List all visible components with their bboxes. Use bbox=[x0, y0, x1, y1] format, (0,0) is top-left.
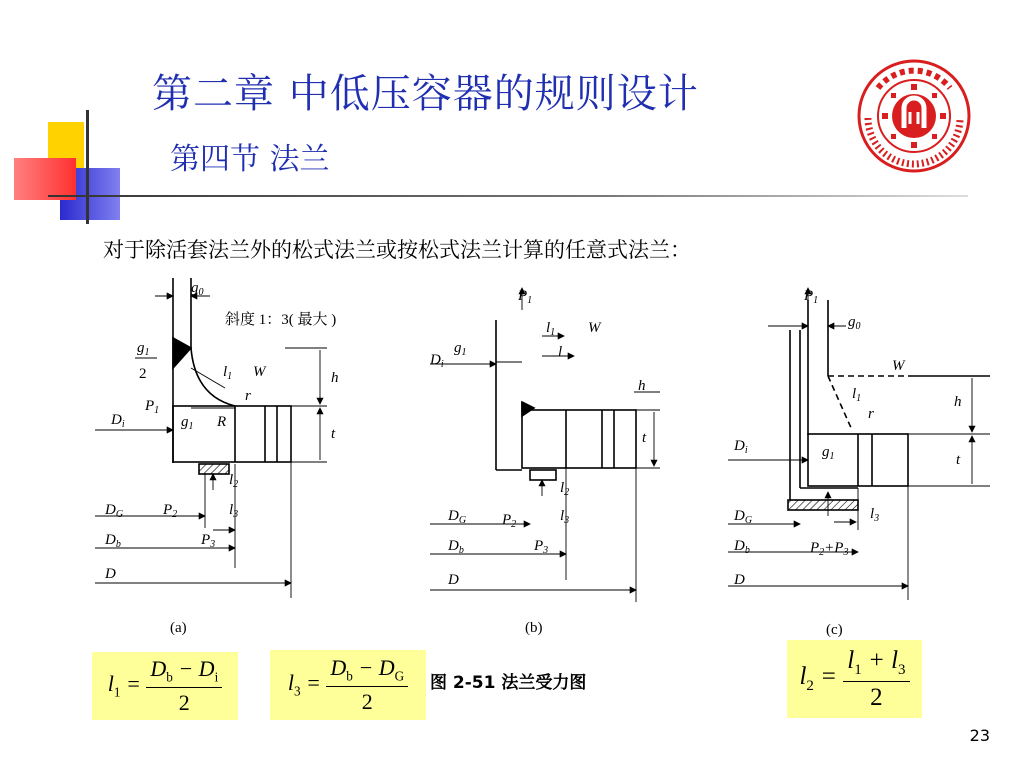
page-title: 第二章 中低压容器的规则设计 bbox=[152, 71, 699, 117]
svg-text:P2: $P_2$ bbox=[502, 512, 517, 530]
intro-text: 对于除活套法兰外的松式法兰或按松式法兰计算的任意式法兰： bbox=[103, 238, 691, 262]
svg-text:P3: $P_3$ bbox=[534, 538, 549, 556]
svg-text:l3: $l_3$ bbox=[870, 506, 880, 524]
svg-text:斜度 1：3( 最大 ): 斜度 1：3( 最大 ) bbox=[225, 312, 337, 328]
decor-horizontal-line bbox=[48, 195, 968, 197]
svg-text:h: h bbox=[954, 394, 962, 410]
svg-text:t: t bbox=[956, 452, 961, 468]
svg-text:P3: $P_3$ bbox=[201, 532, 216, 550]
svg-text:l: l bbox=[558, 344, 563, 360]
svg-text:g0: $g_0$ bbox=[848, 314, 861, 332]
figure-caption: 图 2-51 法兰受力图 bbox=[430, 673, 587, 693]
svg-text:l2: $l_2$ bbox=[229, 472, 239, 490]
decor-red-block bbox=[14, 158, 76, 200]
formula-l2 bbox=[787, 640, 922, 718]
svg-text:DG: $D_G$ bbox=[448, 508, 467, 526]
formula-l1-lhs: $l_1$ = bbox=[107, 671, 147, 700]
svg-text:g1: $g_1$ bbox=[454, 340, 467, 358]
page-number: 23 bbox=[969, 726, 990, 745]
svg-text:Di: $D_i$ bbox=[430, 352, 444, 370]
svg-text:Db: $D_b$ bbox=[734, 538, 750, 556]
svg-text:W: W bbox=[253, 364, 266, 380]
svg-text:l1: $l_1$ bbox=[852, 386, 862, 404]
svg-text:R: R bbox=[217, 414, 227, 430]
svg-text:P1: $P_1$ bbox=[145, 398, 160, 416]
flange-diagram-c bbox=[728, 280, 990, 610]
svg-text:Db: $D_b$ bbox=[448, 538, 464, 556]
svg-text:P1: $P_1$ bbox=[804, 288, 819, 306]
svg-text:D: D bbox=[734, 572, 745, 588]
formula-l3 bbox=[270, 650, 426, 720]
svg-text:g1: $g_1$ bbox=[181, 414, 194, 432]
svg-text:h: h bbox=[638, 378, 646, 394]
svg-text:Di: $D_i$ bbox=[111, 412, 125, 430]
svg-text:l1: $l_1$ bbox=[546, 320, 556, 338]
flange-diagram-a bbox=[95, 278, 395, 608]
svg-text:P2+P3: $P_2+P_3$ bbox=[810, 540, 849, 558]
svg-text:t: t bbox=[642, 430, 647, 446]
formula-l2-lhs: $l_2$ = bbox=[799, 663, 844, 694]
svg-text:W: W bbox=[588, 320, 601, 336]
formula-l3-fraction: $\frac{D_b - D_G}{2}$ bbox=[326, 655, 408, 715]
svg-text:l1: $l_1$ bbox=[223, 364, 233, 382]
panel-label-c: (c) bbox=[826, 622, 843, 638]
svg-text:r: r bbox=[868, 406, 874, 422]
svg-text:g1: $g_1$ bbox=[137, 340, 150, 358]
svg-text:W: W bbox=[892, 358, 905, 374]
flange-diagram-b bbox=[430, 280, 660, 610]
decor-blocks bbox=[0, 100, 160, 230]
svg-text:t: t bbox=[331, 426, 336, 442]
svg-text:g1: $g_1$ bbox=[822, 444, 835, 462]
svg-text:Di: $D_i$ bbox=[734, 438, 748, 456]
formula-l2-fraction: $\frac{l_1 + l_3}{2}$ bbox=[843, 647, 909, 712]
panel-label-b: (b) bbox=[525, 620, 543, 636]
svg-text:g0: $g_0$ bbox=[191, 280, 204, 298]
formula-l3-lhs: $l_3$ = bbox=[287, 670, 327, 699]
svg-text:l3: $l_3$ bbox=[560, 508, 570, 526]
formula-l1-fraction: $\frac{D_b - D_i}{2}$ bbox=[146, 656, 222, 716]
panel-label-a: (a) bbox=[170, 620, 187, 636]
formula-l1 bbox=[92, 652, 238, 720]
svg-text:P2: $P_2$ bbox=[163, 502, 178, 520]
decor-vertical-line bbox=[86, 110, 89, 224]
university-seal-icon bbox=[856, 58, 972, 174]
svg-text:l2: $l_2$ bbox=[560, 480, 570, 498]
svg-text:2: 2 bbox=[139, 366, 147, 382]
section-subtitle: 第四节 法兰 bbox=[170, 142, 330, 177]
svg-text:D: D bbox=[105, 566, 116, 582]
svg-text:DG: $D_G$ bbox=[105, 502, 124, 520]
svg-text:l3: $l_3$ bbox=[229, 502, 239, 520]
svg-text:D: D bbox=[448, 572, 459, 588]
svg-text:r: r bbox=[245, 388, 251, 404]
svg-text:h: h bbox=[331, 370, 339, 386]
svg-text:Db: $D_b$ bbox=[105, 532, 121, 550]
svg-text:DG: $D_G$ bbox=[734, 508, 753, 526]
svg-text:P1: $P_1$ bbox=[518, 288, 533, 306]
